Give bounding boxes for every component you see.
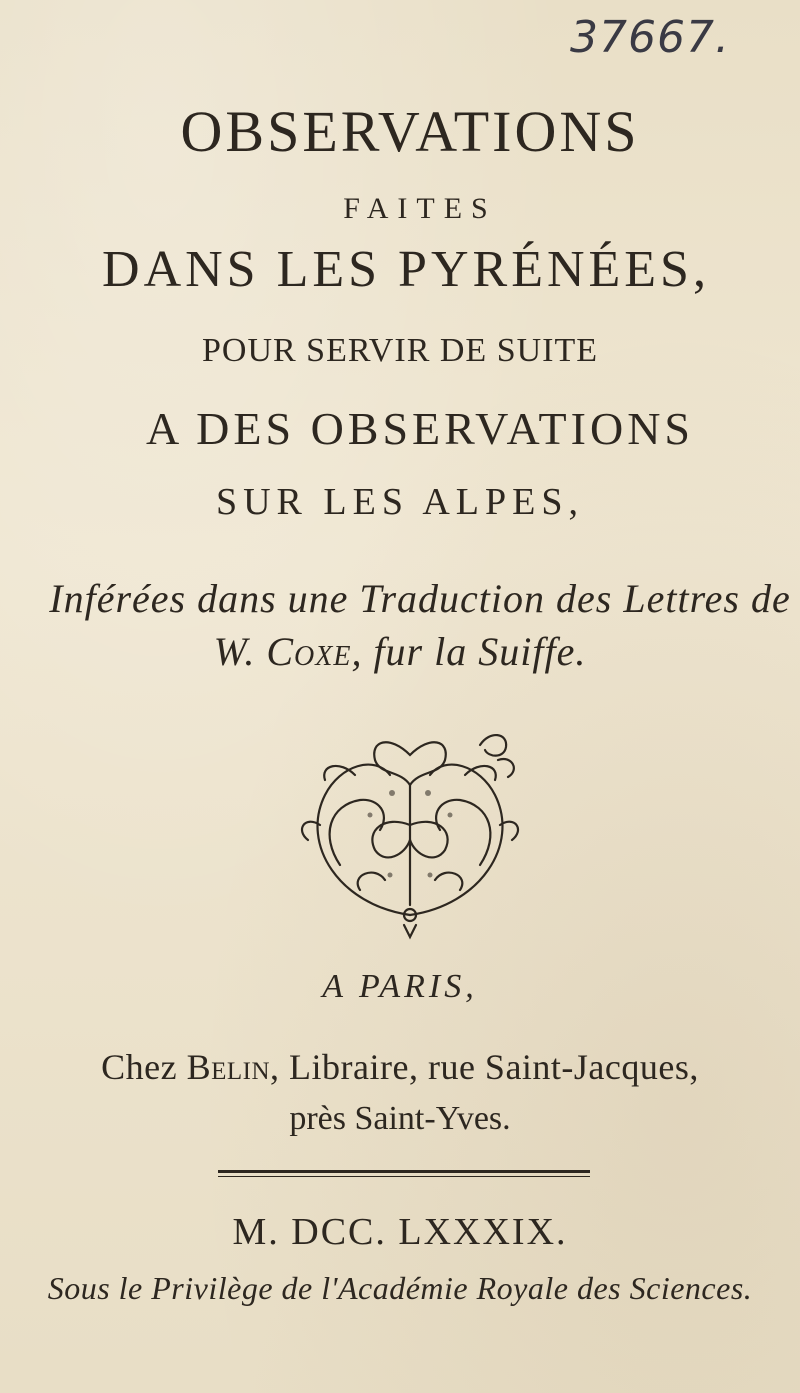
main-title: OBSERVATIONS — [180, 99, 640, 164]
shelfmark-number: 37667. — [570, 12, 730, 63]
publisher-suffix: , Libraire, rue Saint-Jacques, — [270, 1047, 699, 1087]
author-prefix: W. — [213, 629, 267, 674]
subtitle-pyrenees: DANS LES PYRÉNÉES, — [102, 241, 710, 298]
privilege-statement: Sous le Privilège de l'Académie Royale des Sciences. — [47, 1270, 753, 1306]
author-name: Coxe — [266, 629, 352, 674]
author-line — [0, 628, 800, 675]
subtitle-sur-les-alpes: SUR LES ALPES, — [215, 481, 585, 523]
insertion-note: Inférées dans une Traduction des Lettres de — [49, 576, 791, 621]
author-suffix: , fur la Suiffe. — [351, 629, 587, 674]
subtitle-pour-servir: POUR SERVIR DE SUITE — [201, 332, 599, 369]
publisher-prefix: Chez — [101, 1047, 187, 1087]
place-of-publication: A PARIS, — [322, 968, 478, 1005]
subtitle-faites: FAITES — [343, 192, 497, 225]
publisher-name: Belin — [186, 1047, 271, 1087]
subtitle-a-des-observations: A DES OBSERVATIONS — [145, 403, 694, 454]
publisher-line — [0, 1046, 800, 1088]
publication-date: M. DCC. LXXXIX. — [232, 1211, 568, 1253]
divider-rule-thick — [218, 1170, 590, 1173]
publisher-address: près Saint-Yves. — [289, 1100, 511, 1137]
floral-ornament-icon — [280, 715, 540, 940]
divider-rule-thin — [218, 1176, 590, 1177]
